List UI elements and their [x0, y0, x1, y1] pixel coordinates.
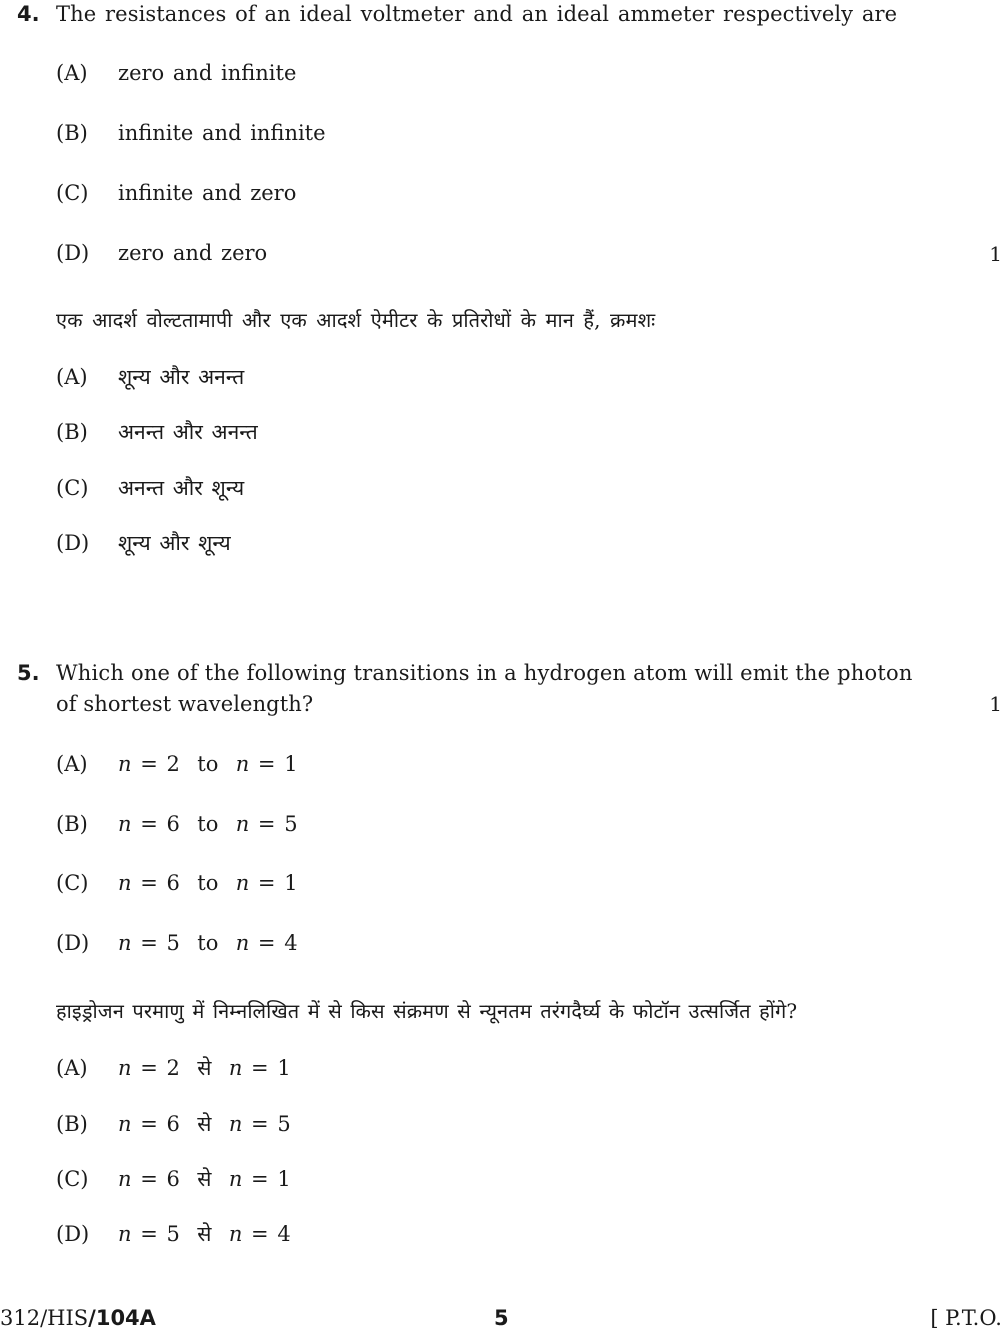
math-variable: n — [228, 1112, 243, 1136]
q4-option-c — [56, 181, 296, 209]
equals-sign: = — [257, 931, 276, 955]
connector-word: to — [197, 871, 219, 895]
n-initial: 5 — [166, 931, 180, 955]
question-4-text: The resistances of an ideal voltmeter and an ideal ammeter respectively are — [56, 2, 898, 26]
n-initial: 5 — [166, 1222, 180, 1246]
math-variable: n — [235, 871, 250, 895]
option-label: (A) — [56, 365, 88, 389]
q4-option-b — [56, 121, 326, 149]
option-label: (D) — [56, 241, 90, 265]
option-math — [118, 1054, 291, 1082]
equals-sign: = — [140, 931, 158, 955]
equals-sign: = — [140, 871, 158, 895]
option-text: शून्य और अनन्त — [118, 365, 245, 389]
question-5-marks: 1 — [989, 692, 1002, 716]
option-text: zero and zero — [118, 241, 268, 265]
question-5-text-line2: of shortest wavelength? — [56, 692, 314, 716]
paper-code-prefix: 312/HIS — [0, 1306, 89, 1330]
n-final: 1 — [277, 1167, 291, 1191]
connector-word: से — [197, 1167, 212, 1191]
equals-sign: = — [140, 752, 158, 776]
q4-option-b-hindi — [56, 418, 258, 446]
n-final: 1 — [277, 1056, 291, 1080]
n-final: 1 — [284, 871, 298, 895]
q5-option-d-hindi — [56, 1220, 291, 1248]
n-initial: 6 — [166, 871, 180, 895]
math-variable: n — [228, 1167, 243, 1191]
option-label: (B) — [56, 121, 88, 145]
q5-option-c-hindi — [56, 1165, 291, 1193]
question-5-number: 5. — [17, 661, 40, 685]
math-variable: n — [118, 812, 132, 836]
n-initial: 6 — [166, 1112, 180, 1136]
n-final: 5 — [277, 1112, 291, 1136]
option-label: (C) — [56, 1167, 89, 1191]
n-final: 4 — [284, 931, 298, 955]
option-label: (D) — [56, 931, 90, 955]
option-math — [118, 1110, 291, 1138]
math-variable: n — [228, 1056, 243, 1080]
math-variable: n — [118, 1222, 132, 1246]
option-label: (B) — [56, 1112, 88, 1136]
option-text: infinite and infinite — [118, 121, 326, 145]
option-text: शून्य और शून्य — [118, 531, 231, 555]
option-math — [118, 812, 298, 836]
option-label: (D) — [56, 531, 90, 555]
q4-option-c-hindi — [56, 474, 244, 502]
page-number: 5 — [494, 1306, 509, 1330]
equals-sign: = — [140, 812, 158, 836]
pto-note: [ P.T.O. — [930, 1306, 1002, 1330]
equals-sign: = — [251, 1056, 269, 1080]
q5-option-b-hindi — [56, 1110, 291, 1138]
option-math — [118, 871, 298, 895]
n-initial: 6 — [166, 1167, 180, 1191]
option-math — [118, 1165, 291, 1193]
q4-option-a-hindi — [56, 363, 244, 391]
q5-option-b — [56, 812, 298, 840]
option-label: (B) — [56, 812, 88, 836]
option-label: (A) — [56, 61, 88, 85]
option-label: (B) — [56, 420, 88, 444]
option-text: अनन्त और अनन्त — [118, 420, 258, 444]
option-math — [118, 752, 298, 776]
q4-option-a — [56, 61, 296, 89]
n-initial: 2 — [166, 752, 180, 776]
connector-word: से — [197, 1112, 212, 1136]
question-5-text-hindi: हाइड्रोजन परमाणु में निम्नलिखित में से किस संक्रमण से न्यूनतम तरंगदैर्घ्य के फोटॉन उत्सर्जित होंगे? — [56, 999, 798, 1023]
paper-code-suffix: /104A — [88, 1306, 156, 1330]
q5-option-a-hindi — [56, 1054, 291, 1082]
option-label: (C) — [56, 181, 89, 205]
q5-option-c — [56, 871, 298, 899]
connector-word: to — [197, 752, 219, 776]
question-4-number: 4. — [17, 2, 40, 26]
equals-sign: = — [257, 812, 276, 836]
q4-option-d — [56, 241, 267, 269]
equals-sign: = — [140, 1056, 158, 1080]
option-text: infinite and zero — [118, 181, 297, 205]
option-math — [118, 931, 298, 955]
equals-sign: = — [251, 1167, 269, 1191]
n-final: 4 — [277, 1222, 291, 1246]
n-final: 1 — [284, 752, 298, 776]
option-label: (C) — [56, 476, 89, 500]
q5-option-a — [56, 752, 298, 780]
equals-sign: = — [140, 1112, 158, 1136]
equals-sign: = — [251, 1222, 269, 1246]
option-text: zero and infinite — [118, 61, 297, 85]
connector-word: से — [197, 1056, 212, 1080]
option-text: अनन्त और शून्य — [118, 476, 245, 500]
connector-word: से — [197, 1222, 212, 1246]
math-variable: n — [228, 1222, 243, 1246]
equals-sign: = — [140, 1222, 158, 1246]
option-label: (D) — [56, 1222, 90, 1246]
q5-option-d — [56, 931, 298, 959]
option-label: (C) — [56, 871, 89, 895]
math-variable: n — [235, 752, 250, 776]
option-math — [118, 1220, 291, 1248]
question-4-text-hindi: एक आदर्श वोल्टतामापी और एक आदर्श ऐमीटर के प्रतिरोधों के मान हैं, क्रमशः — [56, 308, 656, 332]
option-label: (A) — [56, 1056, 88, 1080]
math-variable: n — [118, 1112, 132, 1136]
math-variable: n — [235, 931, 250, 955]
n-final: 5 — [284, 812, 298, 836]
math-variable: n — [118, 1056, 132, 1080]
option-label: (A) — [56, 752, 88, 776]
equals-sign: = — [257, 752, 276, 776]
question-5-text-line1: Which one of the following transitions in a hydrogen atom will emit the photon — [56, 661, 913, 685]
math-variable: n — [118, 1167, 132, 1191]
n-initial: 6 — [166, 812, 180, 836]
math-variable: n — [118, 752, 132, 776]
paper-code — [0, 1306, 156, 1330]
math-variable: n — [118, 871, 132, 895]
equals-sign: = — [257, 871, 276, 895]
math-variable: n — [118, 931, 132, 955]
connector-word: to — [197, 931, 219, 955]
connector-word: to — [197, 812, 219, 836]
math-variable: n — [235, 812, 250, 836]
n-initial: 2 — [166, 1056, 180, 1080]
equals-sign: = — [251, 1112, 269, 1136]
question-4-marks: 1 — [989, 242, 1002, 266]
equals-sign: = — [140, 1167, 158, 1191]
q4-option-d-hindi — [56, 529, 231, 557]
